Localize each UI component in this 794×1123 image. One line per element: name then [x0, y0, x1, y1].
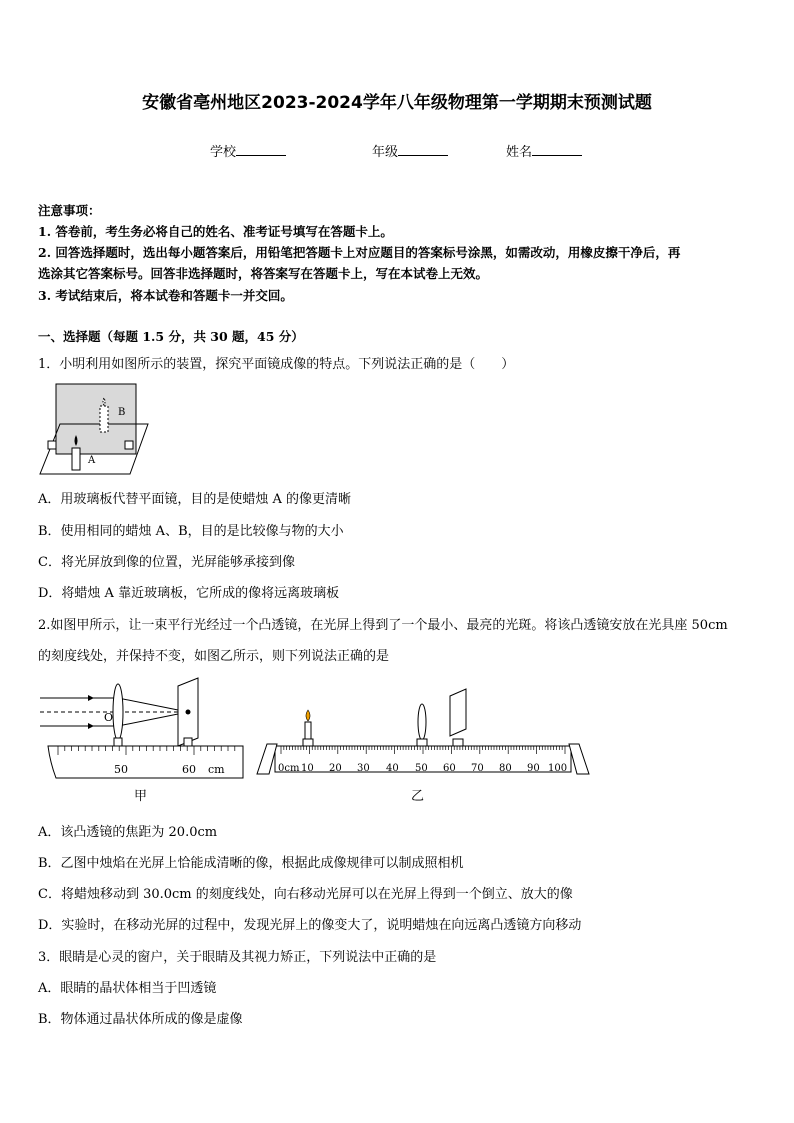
tick-60: 60: [182, 763, 196, 776]
lens-yi: [417, 704, 427, 746]
q1-stem: 1．小明利用如图所示的装置，探究平面镜成像的特点。下列说法正确的是（ ）: [38, 357, 515, 372]
notes-item-2a: 2. 回答选择题时，选出每小题答案后，用铅笔把答题卡上对应题目的答案标号涂黑，如需改动，用橡皮擦干净后，再: [38, 245, 681, 260]
notes-item-1: 1. 答卷前，考生务必将自己的姓名、准考证号填写在答题卡上。: [38, 224, 393, 239]
tick-40: 40: [386, 763, 399, 774]
left-leg: [257, 744, 277, 774]
glass-plate: [56, 384, 136, 454]
page-title: 安徽省亳州地区2023-2024学年八年级物理第一学期期末预测试题: [142, 93, 652, 113]
tick-80: 80: [499, 763, 512, 774]
q3-stem: 3．眼睛是心灵的窗户，关于眼睛及其视力矫正，下列说法中正确的是: [38, 950, 437, 965]
q1-mirror-figure: [38, 378, 158, 478]
stand-left: [48, 441, 56, 449]
school-field: [210, 141, 286, 160]
label-b: B: [118, 407, 126, 418]
label-yi: 乙: [411, 789, 425, 804]
q2-option-a: A．该凸透镜的焦距为 20.0cm: [38, 825, 218, 840]
screen-yi: [450, 689, 466, 746]
right-leg: [569, 744, 589, 774]
candle-a: [72, 448, 80, 470]
tick-60: 60: [443, 763, 456, 774]
tick-90: 90: [527, 763, 540, 774]
tick-50: 50: [114, 763, 128, 776]
q1-option-a: A．用玻璃板代替平面镜，目的是使蜡烛 A 的像更清晰: [38, 492, 352, 507]
tick-100: 100: [548, 763, 568, 774]
tick-0: 0cm: [278, 763, 300, 774]
tick-30: 30: [357, 763, 370, 774]
q1-option-c: C．将光屏放到像的位置，光屏能够承接到像: [38, 555, 295, 570]
notes-item-3: 3. 考试结束后，将本试卷和答题卡一并交回。: [38, 288, 293, 303]
notes-item-2b: 选涂其它答案标号。回答非选择题时，将答案写在答题卡上，写在本试卷上无效。: [38, 266, 489, 281]
q1-option-b: B．使用相同的蜡烛 A、B，目的是比较像与物的大小: [38, 524, 344, 539]
light-spot: [186, 710, 191, 715]
candle-yi: [303, 710, 313, 746]
tick-unit: cm: [208, 763, 225, 776]
q2-option-c: C．将蜡烛移动到 30.0cm 的刻度线处，向右移动光屏可以在光屏上得到一个倒立、放大的像: [38, 887, 573, 902]
tick-70: 70: [471, 763, 484, 774]
notes-heading: 注意事项：: [38, 203, 101, 218]
stand-right: [125, 441, 133, 449]
label-jia: 甲: [134, 789, 148, 804]
name-label: 姓名: [506, 145, 533, 160]
q3-option-a: A．眼睛的晶状体相当于凹透镜: [38, 981, 217, 996]
school-label: 学校: [210, 145, 237, 160]
tick-20: 20: [329, 763, 342, 774]
q3-option-b: B．物体通过晶状体所成的像是虚像: [38, 1012, 243, 1027]
name-field: [506, 141, 582, 160]
tick-10: 10: [301, 763, 314, 774]
q2-option-b: B．乙图中烛焰在光屏上恰能成清晰的像，根据此成像规律可以制成照相机: [38, 856, 464, 871]
label-o: O: [104, 711, 114, 724]
q2-option-d: D．实验时，在移动光屏的过程中，发现光屏上的像变大了，说明蜡烛在向远离凸透镜方向移动: [38, 918, 582, 933]
q2-figure-yi: [255, 684, 595, 784]
grade-field: [372, 141, 448, 160]
section-heading: 一、选择题（每题 1.5 分，共 30 题，45 分）: [38, 329, 304, 344]
tick-50: 50: [415, 763, 428, 774]
q1-option-d: D．将蜡烛 A 靠近玻璃板，它所成的像将远离玻璃板: [38, 586, 340, 601]
convex-lens: [113, 684, 123, 740]
grade-label: 年级: [372, 145, 399, 160]
q2-stem-line1: 2.如图甲所示，让一束平行光经过一个凸透镜，在光屏上得到了一个最小、最亮的光斑。将该凸透镜安放在光具座 50cm: [38, 618, 728, 633]
candle-b: [100, 406, 108, 432]
label-a: A: [88, 455, 96, 466]
q2-stem-line2: 的刻度线处，并保持不变，如图乙所示，则下列说法正确的是: [38, 649, 390, 664]
